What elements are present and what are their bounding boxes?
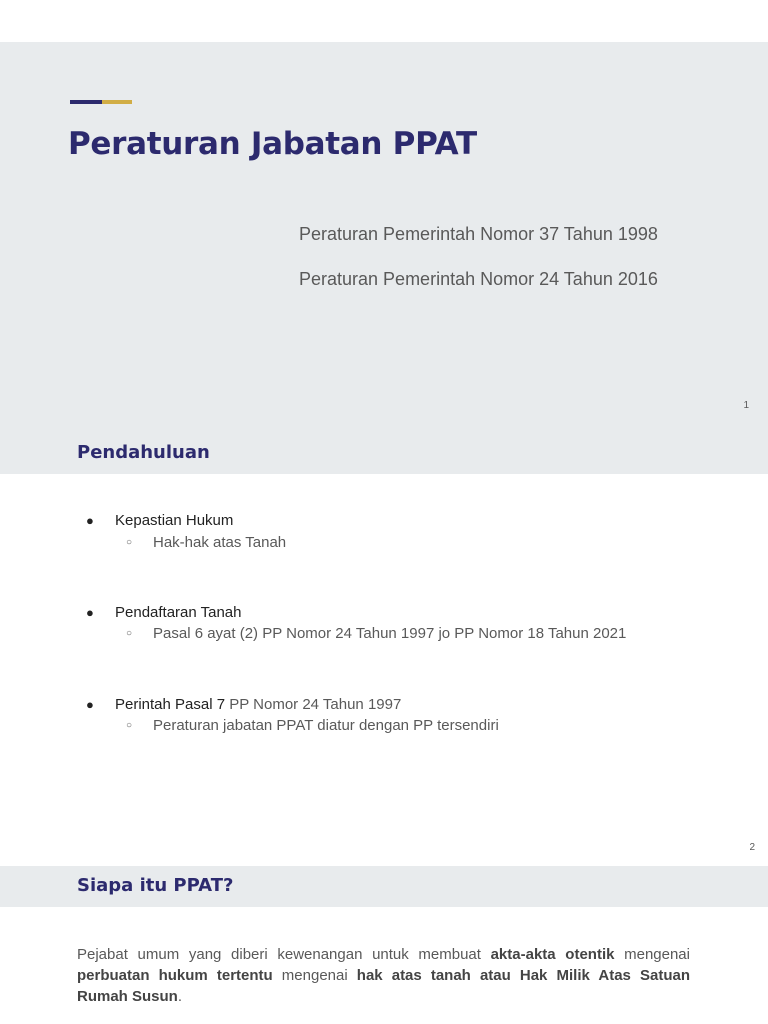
sub-bullet-text: Hak-hak atas Tanah <box>153 534 287 551</box>
page-title: Peraturan Jabatan PPAT <box>68 126 477 162</box>
bullet-item <box>86 604 242 621</box>
bullet-text: Perintah Pasal 7 <box>115 696 226 713</box>
paragraph-segment: mengenai <box>614 946 690 963</box>
bullet-text: Kepastian Hukum <box>115 512 234 529</box>
bullet-text-gray: PP Nomor 24 Tahun 1997 <box>225 696 402 713</box>
sub-bullet-text: Peraturan jabatan PPAT diatur dengan PP tersendiri <box>153 717 499 734</box>
slide-2-page-number: 2 <box>749 842 755 853</box>
sub-bullet-item <box>126 717 499 734</box>
paragraph-segment: Pejabat umum yang diberi kewenangan untuk membuat <box>77 946 491 963</box>
slide-1-page-number: 1 <box>743 400 749 411</box>
sub-bullet-circle: ○ <box>126 537 133 548</box>
sub-bullet-item <box>126 534 286 551</box>
sub-bullet-item <box>126 625 626 642</box>
bullet-dot: ● <box>86 605 94 620</box>
bullet-dot: ● <box>86 697 94 712</box>
ppat-definition-paragraph <box>77 944 690 1007</box>
subtitle-1: Peraturan Pemerintah Nomor 37 Tahun 1998 <box>299 224 658 244</box>
paragraph-segment: . <box>177 988 183 1005</box>
paragraph-bold-segment: akta-akta otentik <box>490 946 615 963</box>
title-accent-navy <box>70 100 102 104</box>
paragraph-bold-segment: perbuatan hukum tertentu <box>77 967 273 984</box>
paragraph-bold-segment: hak atas tanah atau Hak Milik Atas Satuan Rumah Susun <box>77 967 690 1005</box>
sub-bullet-circle: ○ <box>126 628 133 639</box>
bullet-dot: ● <box>86 513 94 528</box>
subtitle-2: Peraturan Pemerintah Nomor 24 Tahun 2016 <box>299 269 658 289</box>
section-title-siapa-itu-ppat: Siapa itu PPAT? <box>77 875 234 896</box>
section-title-pendahuluan: Pendahuluan <box>77 442 210 463</box>
sub-bullet-text: Pasal 6 ayat (2) PP Nomor 24 Tahun 1997 jo PP Nomor 18 Tahun 2021 <box>153 625 627 642</box>
sub-bullet-circle: ○ <box>126 720 133 731</box>
title-slide <box>0 42 768 474</box>
bullet-text: Pendaftaran Tanah <box>115 604 242 621</box>
bullet-item <box>86 512 233 529</box>
paragraph-segment: mengenai <box>272 967 357 984</box>
title-accent-gold <box>102 100 132 104</box>
bullet-item <box>86 696 401 713</box>
